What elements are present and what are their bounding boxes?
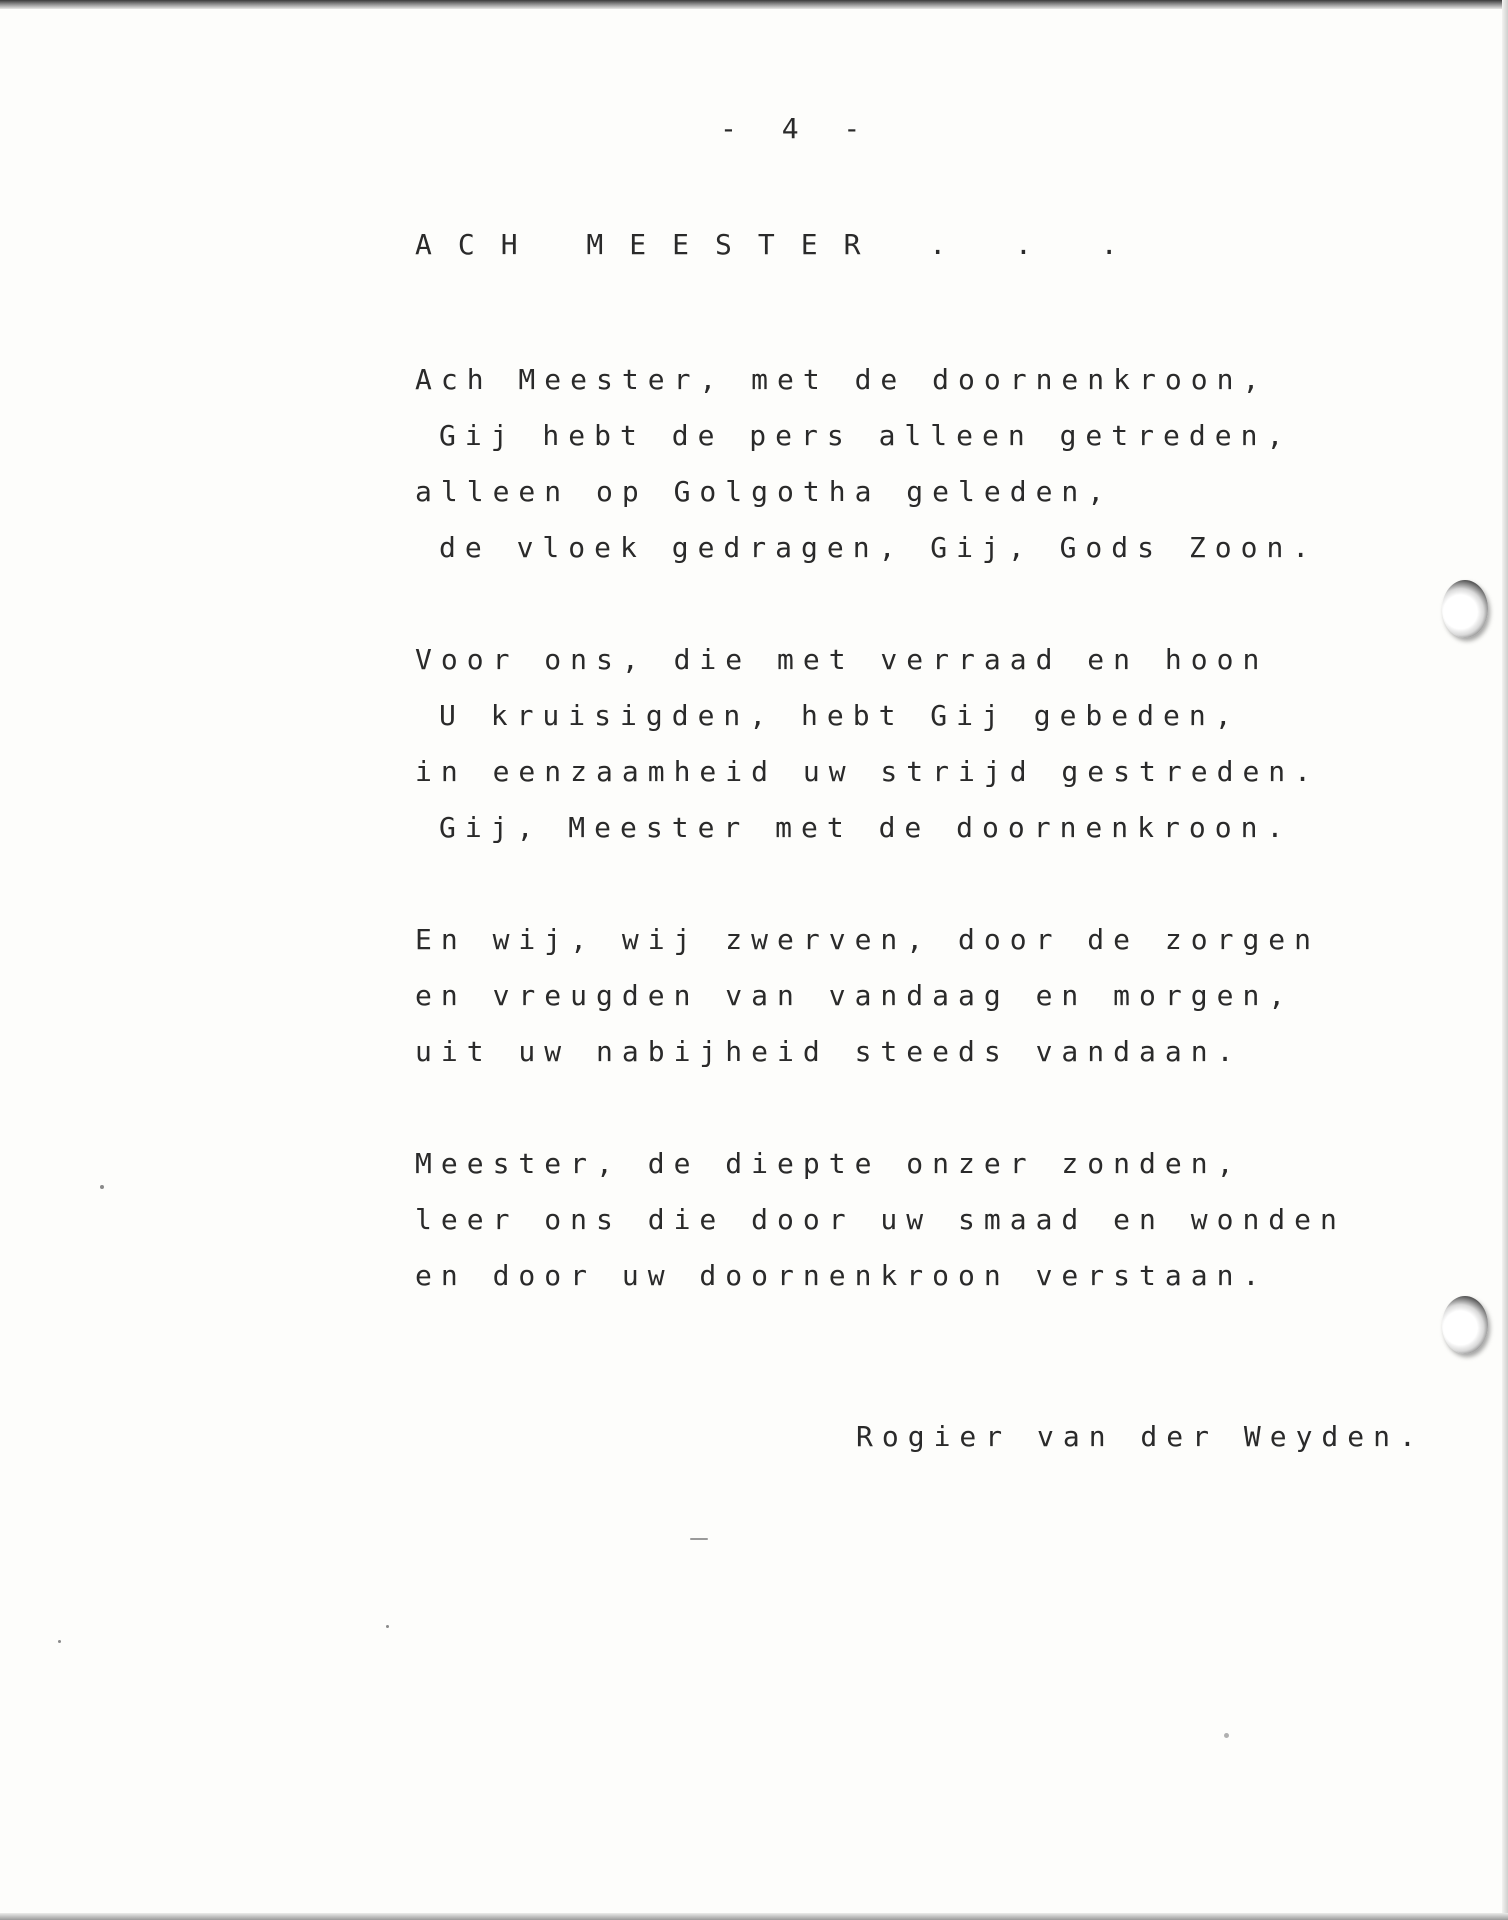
poem-line: alleen op Golgotha geleden, [415,475,1114,508]
poem-line: U kruisigden, hebt Gij gebeden, [439,699,1241,732]
paper-speck [1224,1733,1229,1738]
stanza [415,1136,1346,1304]
paper-speck [690,1538,708,1540]
poem-line: Gij hebt de pers alleen getreden, [439,419,1293,452]
poem-author: Rogier van der Weyden. [856,1420,1425,1453]
paper-speck [100,1185,104,1189]
poem-line: Meester, de diepte onzer zonden, [415,1147,1243,1180]
poem-line: Gij, Meester met de doornenkroon. [439,811,1293,844]
poem-line: in eenzaamheid uw strijd gestreden. [415,755,1321,788]
poem-line: de vloek gedragen, Gij, Gods Zoon. [439,531,1319,564]
paper-speck [386,1625,389,1628]
paper-speck [58,1640,61,1643]
stanza [415,632,1346,856]
page-number: - 4 - [720,112,875,145]
poem-line: En wij, wij zwerven, door de zorgen [415,923,1321,956]
poem-line: Voor ons, die met verraad en hoon [415,643,1269,676]
poem-line: Ach Meester, met de doornenkroon, [415,363,1269,396]
stanza [415,912,1346,1080]
page-right-edge [1502,0,1508,1920]
poem-body [415,352,1346,1360]
punch-hole-icon [1442,580,1488,638]
poem-line: leer ons die door uw smaad en wonden [415,1203,1346,1236]
poem-line: uit uw nabijheid steeds vandaan. [415,1035,1243,1068]
stanza [415,352,1346,576]
punch-hole-icon [1442,1296,1488,1354]
poem-line: en door uw doornenkroon verstaan. [415,1259,1269,1292]
poem-line: en vreugden van vandaag en morgen, [415,979,1295,1012]
poem-title: ACH MEESTER . . . [415,228,1144,261]
page-top-edge [0,0,1508,9]
page-bottom-edge [0,1913,1508,1920]
